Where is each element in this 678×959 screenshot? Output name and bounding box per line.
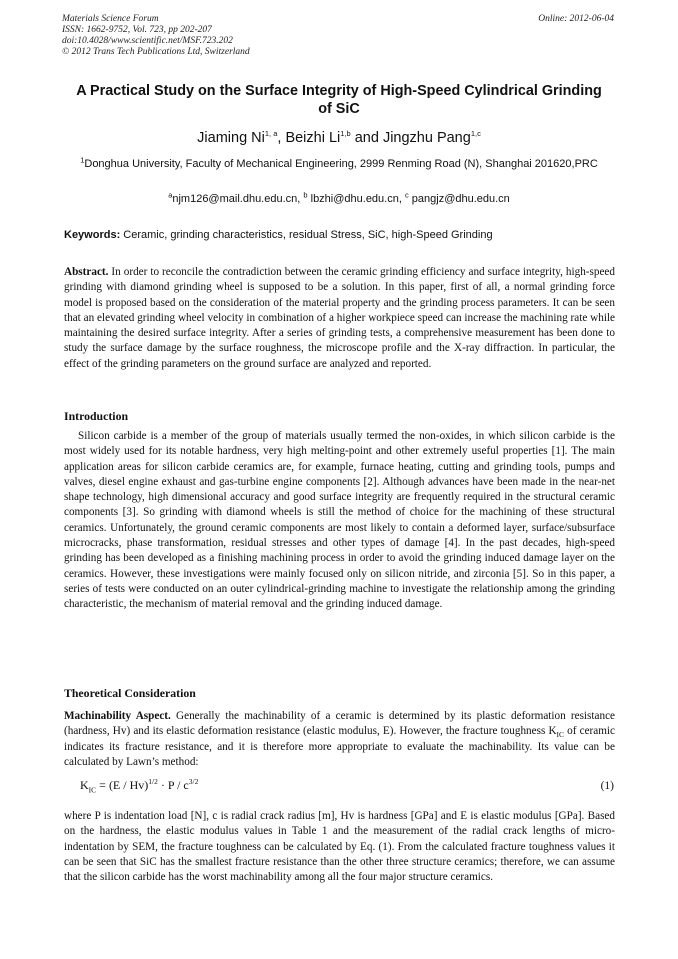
author-separator: and [350, 130, 383, 146]
eq-k: K [80, 778, 89, 792]
kic-subscript: IC [556, 730, 565, 740]
eq-mid: = (E / Hv) [96, 778, 149, 792]
doi[interactable]: doi:10.4028/www.scientific.net/MSF.723.202 [62, 36, 233, 46]
online-date: Online: 2012-06-04 [538, 14, 614, 24]
eq-exponent: 3/2 [188, 777, 199, 786]
eq-k-subscript: IC [88, 785, 97, 795]
email-link[interactable]: pangjz@dhu.edu.cn [408, 193, 510, 205]
author-separator: , [277, 130, 286, 146]
author-name: Jiaming Ni [197, 130, 265, 146]
machinability-text: Generally the machinability of a ceramic is determined by its plastic deformation resistance (hardness, Hv) and its elastic deformation resistance (elastic modulus, E). However, the fracture toughness K [64, 710, 615, 738]
author-list [0, 130, 678, 146]
issn: ISSN: 1662-9752, Vol. 723, pp 202-207 [62, 25, 212, 35]
section-heading-theory: Theoretical Consideration [64, 686, 196, 700]
email-link[interactable]: njm126@mail.dhu.edu.cn, [172, 193, 304, 205]
abstract-label: Abstract. [64, 266, 109, 278]
section-heading-introduction: Introduction [64, 409, 129, 423]
equation-explanation-paragraph: where P is indentation load [N], c is radial crack radius [m], Hv is hardness [GPa] and E is elastic modulus [GPa]. Based on the hardness, the elastic modulus values in Table 1 and the measurement of the radial crack lengths of micro-indentation by SEM, the fracture toughness can be calculated by Eq. (1). From the calculated fracture toughness values it can be seen that SiC has the smallest fracture resistance than the other three structure ceramics; therefore, we can assume that the silicon carbide has the worst machinability among all the four major structure ceramics. [64, 810, 615, 884]
machinability-paragraph [64, 709, 615, 770]
abstract [64, 265, 615, 372]
email-superscript: c [404, 190, 409, 200]
author-superscript: 1,b [340, 129, 351, 139]
introduction-paragraph: Silicon carbide is a member of the group of materials usually termed the non-oxides, in which silicon carbide is the most widely used for its notable hardness, very high melting-point and other extremely useful properties [1]. The main application areas for silicon carbide ceramics are, for example, furnace heating, cutting and grinding tools, pumps and valves, diesel engine exhaust and gas-turbine engine components [2]. Although advances have been made in the near-net shape technology, high dimensional accuracy and good surface integrity are frequently required in the structural ceramic components [3]. So grinding with diamond wheels is still the method of choice for the machining of these structural ceramics. Unfortunately, the ground ceramic components are most likely to contain a deformed layer, surface/subsurface microcracks, phase transformation, residual stresses and other types of damage [4]. In the past decades, high-speed grinding has been developed as a finishing machining process in order to avoid the grinding induced damage layer on the ceramics. However, these investigations were mainly focused only on silicon nitride, and zirconia [5]. So in this paper, a series of tests were conducted on an outer cylindrical-grinding machine to investigate the relationship among the grinding characteristic, the mechanism of material removal and the grinding induced damage. [64, 430, 615, 611]
equation-number: (1) [600, 780, 614, 792]
eq-exponent: 1/2 [148, 777, 158, 786]
email-superscript: a [168, 190, 173, 200]
author-name: Beizhi Li [285, 130, 341, 146]
journal-header [62, 14, 250, 58]
keywords-text: Ceramic, grinding characteristics, residual Stress, SiC, high-Speed Grinding [120, 229, 493, 241]
author-superscript: 1, a [264, 129, 278, 139]
keywords-label: Keywords: [64, 229, 121, 241]
eq-mid2: · P / c [157, 778, 189, 792]
affiliation-superscript: 1 [80, 155, 85, 165]
author-name: Jingzhu Pang [382, 130, 471, 146]
email-superscript: b [303, 190, 308, 200]
machinability-text-2: of ceramic indicates its fracture resistance, and it is therefore more appropriate to evaluate the machinability. Its value can be calculated by Lawn’s method: [64, 725, 616, 768]
machinability-label: Machinability Aspect. [64, 710, 171, 722]
author-superscript: 1,c [470, 129, 481, 139]
keywords [64, 229, 616, 241]
affiliation-text: Donghua University, Faculty of Mechanical Engineering, 2999 Renming Road (N), Shanghai 201620,PRC [84, 158, 598, 170]
paper-title: A Practical Study on the Surface Integrity of High-Speed Cylindrical Grinding of SiC [76, 83, 602, 117]
abstract-text: In order to reconcile the contradiction between the ceramic grinding efficiency and surface integrity, high-speed grinding with diamond grinding wheel is supposed to be a solution. In this paper, first of all, a normal grinding force model is proposed based on the consideration of the material property and the grinding process parameters. It can be seen that an elevated grinding wheel velocity in combination of a higher workpiece speed can increase the machining rate while maintaining the desired surface integrity. After a series of grinding tests, a comprehensive measurement has been done to study the surface damage by the surface roughness, the microscope profile and the X-ray diffraction. In particular, the effect of the grinding parameters on the ground surface are analyzed and reported. [64, 266, 615, 370]
journal-name: Materials Science Forum [62, 14, 159, 24]
email-link[interactable]: lbzhi@dhu.edu.cn, [307, 193, 405, 205]
copyright: © 2012 Trans Tech Publications Ltd, Switzerland [62, 47, 250, 57]
affiliation [74, 157, 604, 172]
email-list [0, 190, 678, 205]
equation-1 [80, 778, 198, 793]
